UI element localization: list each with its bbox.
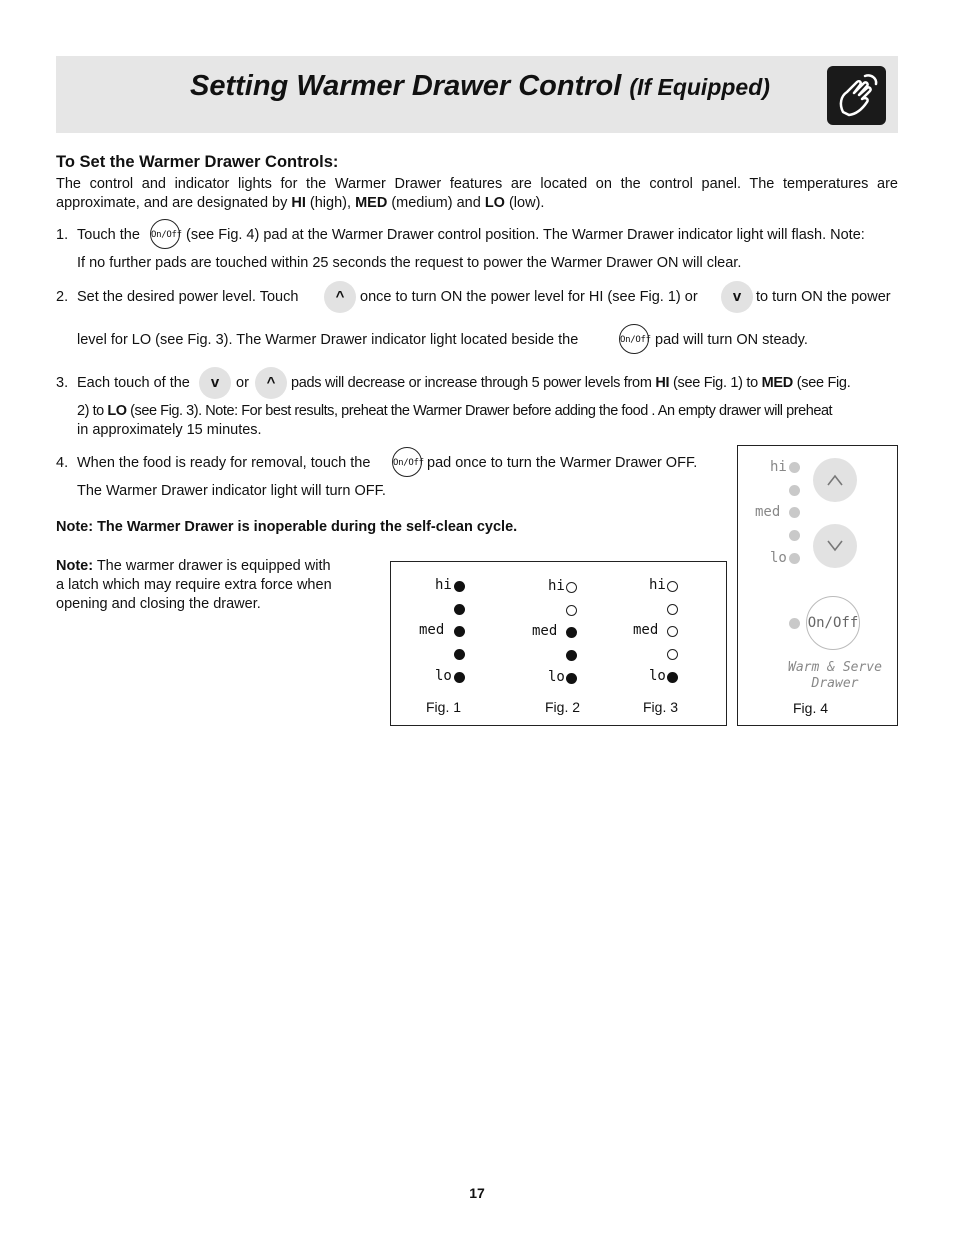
fig2-lo-label: lo [548, 669, 565, 685]
fig4-down-arrow-icon [813, 524, 857, 568]
fig3-dot-5 [667, 672, 678, 683]
down-arrow-pad-icon: v [721, 281, 753, 313]
step-2-text-e: pad will turn ON steady. [655, 332, 808, 348]
fig3-dot-1 [667, 581, 678, 592]
fig1-dot-1 [454, 581, 465, 592]
fig1-dot-3 [454, 626, 465, 637]
fig2-dot-4 [566, 650, 577, 661]
step-4-text-c: The Warmer Drawer indicator light will turn OFF. [77, 483, 386, 499]
fig4-caption: Fig. 4 [793, 700, 829, 716]
step-3-text-f: 2) to LO (see Fig. 3). Note: For best results, preheat the Warmer Drawer before adding the food . An empty drawer will preheat [77, 403, 833, 419]
fig2-dot-3 [566, 627, 577, 638]
page-title: Setting Warmer Drawer Control (If Equipped) [190, 70, 770, 102]
step-2-text-b: once to turn ON the power level for HI (see Fig. 1) or [360, 289, 698, 305]
fig1-hi-label: hi [435, 577, 452, 593]
section-heading: To Set the Warmer Drawer Controls: [56, 153, 339, 171]
figures-1-3-box [390, 561, 727, 726]
fig4-dot-3 [789, 507, 800, 518]
fig2-dot-1 [566, 582, 577, 593]
page-subtitle: (If Equipped) [629, 74, 770, 100]
step-3-text-b: or [236, 375, 249, 391]
fig3-dot-2 [667, 604, 678, 615]
figure-4-box [737, 445, 898, 726]
fig4-dot-5 [789, 553, 800, 564]
fig4-warm-serve-caption: Warm & Serve Drawer [788, 660, 882, 691]
fig4-dot-4 [789, 530, 800, 541]
latch-note: Note: The warmer drawer is equipped with a latch which may require extra force when opening and closing the drawer. [56, 558, 332, 612]
fig3-lo-label: lo [649, 668, 666, 684]
step-4-text-b: pad once to turn the Warmer Drawer OFF. [427, 455, 698, 471]
step-1-number: 1. [56, 227, 69, 243]
hand-touch-icon [827, 66, 886, 125]
fig4-dot-2 [789, 485, 800, 496]
down-arrow-pad-icon: v [199, 367, 231, 399]
fig4-onoff-pad: On/Off [806, 596, 860, 650]
step-2-text-a: Set the desired power level. Touch [77, 289, 299, 305]
step-3-text-c: pads will decrease or increase through 5 power levels from HI (see Fig. 1) to MED (see Fig. [291, 375, 851, 391]
fig2-med-label: med [532, 623, 558, 639]
fig4-up-arrow-icon [813, 458, 857, 502]
up-arrow-pad-icon: ^ [324, 281, 356, 313]
fig1-dot-4 [454, 649, 465, 660]
step-1-text-c: If no further pads are touched within 25 seconds the request to power the Warmer Drawer ON will clear. [77, 255, 742, 271]
step-2-text-c: to turn ON the power [756, 289, 891, 305]
fig4-dot-1 [789, 462, 800, 473]
fig4-hi-label: hi [770, 459, 787, 475]
fig4-med-label: med [755, 504, 781, 520]
fig3-dot-4 [667, 649, 678, 660]
fig4-lo-label: lo [770, 550, 787, 566]
step-1-text-a: Touch the [77, 227, 140, 243]
onoff-pad-icon: On/Off [150, 219, 180, 249]
fig1-lo-label: lo [435, 668, 452, 684]
fig1-caption: Fig. 1 [426, 699, 462, 715]
fig1-med-label: med [419, 622, 445, 638]
fig2-dot-5 [566, 673, 577, 684]
fig1-dot-5 [454, 672, 465, 683]
up-arrow-pad-icon: ^ [255, 367, 287, 399]
fig3-med-label: med [633, 622, 659, 638]
selfclean-note: Note: The Warmer Drawer is inoperable during the self-clean cycle. [56, 519, 518, 535]
step-1-text-b: (see Fig. 4) pad at the Warmer Drawer control position. The Warmer Drawer indicator light will flash. Note: [186, 227, 865, 243]
fig3-caption: Fig. 3 [643, 699, 679, 715]
step-2-text-d: level for LO (see Fig. 3). The Warmer Drawer indicator light located beside the [77, 332, 579, 348]
onoff-pad-icon: On/Off [619, 324, 649, 354]
fig2-caption: Fig. 2 [545, 699, 581, 715]
step-3-number: 3. [56, 375, 69, 391]
step-2-number: 2. [56, 289, 69, 305]
fig1-dot-2 [454, 604, 465, 615]
intro-paragraph: The control and indicator lights for the Warmer Drawer features are located on the control panel. The temperatures are approximate, and are designated by HI (high), MED (medium) and LO (low). [56, 176, 898, 211]
fig2-dot-2 [566, 605, 577, 616]
page-number: 17 [469, 1185, 485, 1201]
fig4-onoff-indicator [789, 618, 800, 629]
step-4-number: 4. [56, 455, 69, 471]
fig2-hi-label: hi [548, 578, 565, 594]
fig3-hi-label: hi [649, 577, 666, 593]
step-4-text-a: When the food is ready for removal, touch the [77, 455, 371, 471]
step-3-text-h: in approximately 15 minutes. [77, 422, 262, 438]
fig3-dot-3 [667, 626, 678, 637]
step-3-text-a: Each touch of the [77, 375, 190, 391]
onoff-pad-icon: On/Off [392, 447, 422, 477]
